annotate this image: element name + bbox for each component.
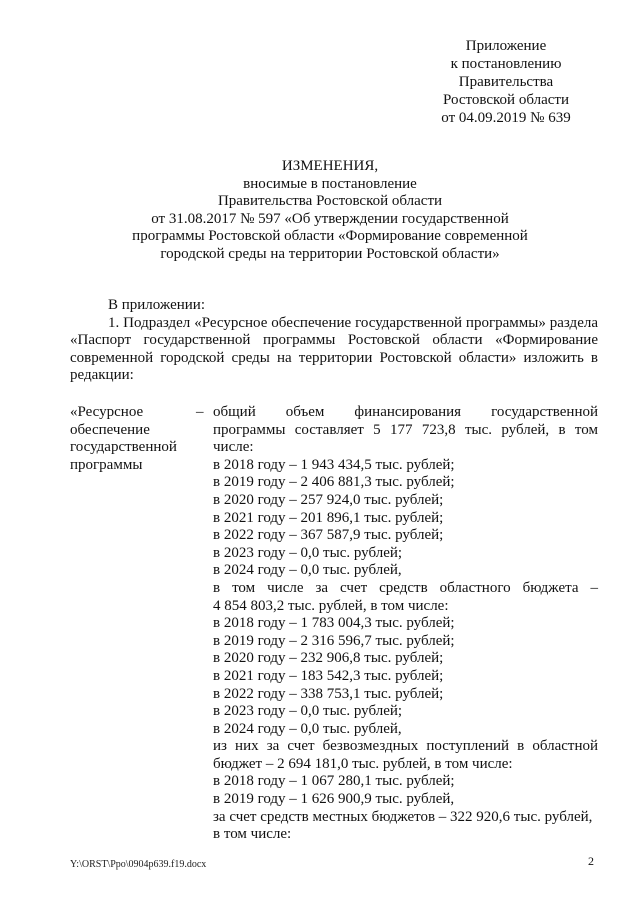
appendix-line: к постановлению: [450, 56, 562, 72]
content-line: в 2018 году – 1 943 434,5 тыс. рублей;: [213, 456, 455, 473]
content-line: из них за счет безвозмездных поступлений в областной: [213, 738, 598, 755]
appendix-line: Правительства: [458, 74, 554, 90]
label-line: обеспечение: [70, 421, 150, 438]
label-line: государственной: [70, 439, 177, 456]
content-line: в 2018 году – 1 067 280,1 тыс. рублей;: [213, 773, 455, 790]
content-line: за счет средств местных бюджетов – 322 920,6 тыс. рублей,: [213, 808, 593, 825]
title-heading: ИЗМЕНЕНИЯ,: [281, 158, 379, 174]
content-line: программы составляет 5 177 723,8 тыс. рублей, в том: [213, 421, 598, 438]
content-line: числе:: [213, 439, 254, 456]
resource-row: [70, 404, 598, 844]
content-line: в 2019 году – 1 626 900,9 тыс. рублей,: [213, 791, 455, 808]
resource-content: [213, 404, 598, 844]
title-line: Правительства Ростовской области: [217, 193, 443, 210]
content-line: в 2023 году – 0,0 тыс. рублей;: [213, 544, 403, 561]
content-line: в том числе:: [213, 826, 292, 843]
content-line: в 2019 году – 2 316 596,7 тыс. рублей;: [213, 632, 455, 649]
title-line: от 31.08.2017 № 597 «Об утверждении государственной: [151, 210, 509, 227]
document-title: [70, 158, 590, 264]
resource-table: [70, 404, 598, 844]
content-line: бюджет – 2 694 181,0 тыс. рублей, в том числе:: [213, 755, 513, 772]
title-line: городской среды на территории Ростовской области»: [160, 245, 500, 262]
content-line: в 2021 году – 183 542,3 тыс. рублей;: [213, 667, 444, 684]
appendix-line: Ростовской области: [443, 92, 569, 108]
intro-text: [70, 297, 598, 385]
content-line: в 2023 году – 0,0 тыс. рублей;: [213, 703, 403, 720]
label-line: «Ресурсное: [70, 404, 144, 420]
intro-paragraph-1: В приложении:: [108, 297, 205, 313]
appendix-line: Приложение: [465, 38, 547, 54]
page-number: 2: [588, 854, 594, 868]
content-line: в 2022 году – 367 587,9 тыс. рублей;: [213, 527, 444, 544]
resource-label: [70, 404, 180, 474]
appendix-line: от 04.09.2019 № 639: [441, 110, 571, 126]
content-line: в том числе за счет средств областного бюджета –: [213, 579, 598, 596]
content-line: общий объем финансирования государственной: [213, 404, 598, 420]
content-line: в 2019 году – 2 406 881,3 тыс. рублей;: [213, 474, 455, 491]
content-line: в 2022 году – 338 753,1 тыс. рублей;: [213, 685, 444, 702]
footer-file-path: Y:\ORST\Ppo\0904p639.f19.docx: [70, 859, 207, 870]
title-line: программы Ростовской области «Формирование современной: [132, 228, 528, 245]
content-line: в 2020 году – 232 906,8 тыс. рублей;: [213, 650, 444, 667]
content-line: в 2021 году – 201 896,1 тыс. рублей;: [213, 509, 444, 526]
label-line: программы: [70, 456, 143, 473]
content-line: 4 854 803,2 тыс. рублей, в том числе:: [213, 597, 449, 614]
content-line: в 2018 году – 1 783 004,3 тыс. рублей;: [213, 615, 455, 632]
label-dash: –: [196, 404, 204, 420]
title-line: вносимые в постановление: [243, 175, 417, 192]
appendix-header: [390, 37, 622, 127]
intro-paragraph-2: 1. Подраздел «Ресурсное обеспечение государственной программы» раздела «Паспорт государственной программы Ростовской области «Формирование современной городской среды на территории Ростовской области» изложить в редакции:: [70, 314, 598, 384]
content-line: в 2024 году – 0,0 тыс. рублей,: [213, 720, 402, 737]
content-line: в 2020 году – 257 924,0 тыс. рублей;: [213, 491, 444, 508]
content-line: в 2024 году – 0,0 тыс. рублей,: [213, 562, 402, 579]
